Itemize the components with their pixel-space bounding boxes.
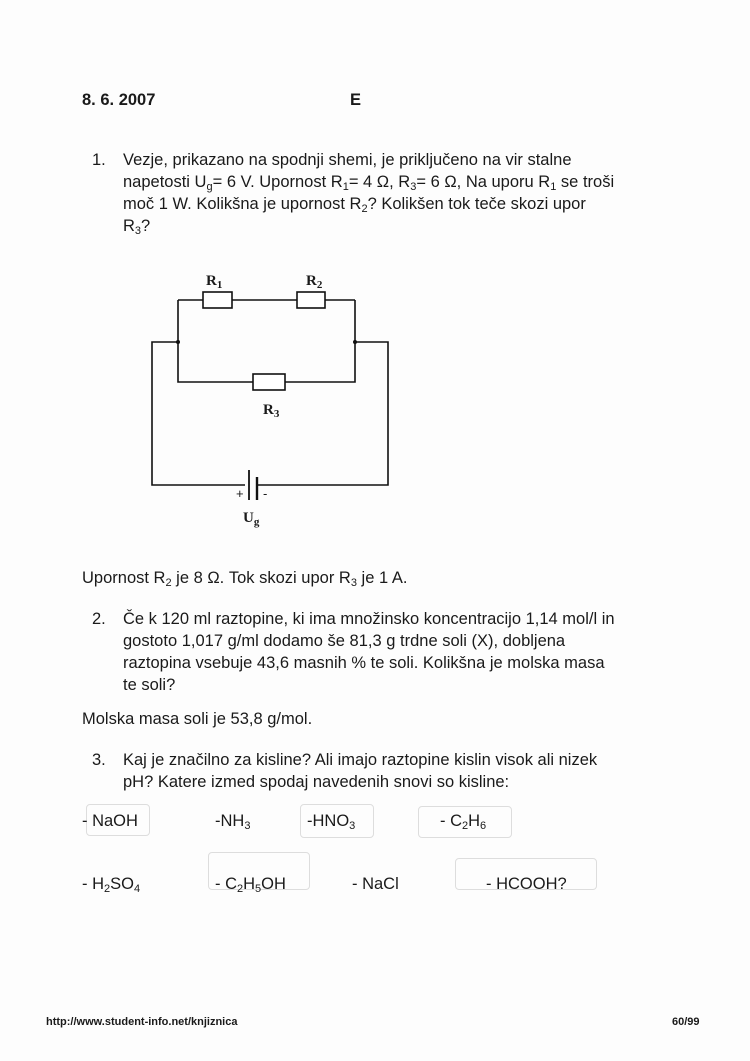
text-segment: pH? Katere izmed spodaj navedenih snovi so kisline: bbox=[123, 773, 510, 791]
subscript-text: 1 bbox=[550, 181, 557, 193]
question-1-answer bbox=[82, 569, 407, 588]
text-segment: te soli? bbox=[123, 676, 176, 694]
substance-hcooh bbox=[486, 875, 567, 894]
resistor-r1 bbox=[203, 292, 232, 308]
exam-date: 8. 6. 2007 bbox=[82, 91, 156, 109]
wire-inner-right bbox=[285, 300, 355, 382]
substance-c2h6 bbox=[440, 812, 486, 831]
text-segment: = 6 Ω, Na uporu R bbox=[416, 173, 551, 191]
text-segment: napetosti U bbox=[123, 173, 207, 191]
text-segment: Molska masa soli je 53,8 g/mol. bbox=[82, 710, 313, 728]
label-r1: $R_1$ bbox=[206, 273, 223, 291]
subscript-text: 2 bbox=[165, 577, 172, 589]
text-segment: SO bbox=[110, 875, 134, 893]
text-segment: moč 1 W. Kolikšna je upornost R bbox=[123, 195, 362, 213]
substance-c2h5oh bbox=[215, 875, 286, 894]
subscript-text: 1 bbox=[342, 181, 349, 193]
text-segment: gostoto 1,017 g/ml dodamo še 81,3 g trdne soli (X), dobljena bbox=[123, 632, 566, 650]
substance-naoh bbox=[82, 812, 138, 831]
text-segment: R bbox=[123, 217, 135, 235]
resistor-r3 bbox=[253, 374, 285, 390]
substance-nh3 bbox=[215, 812, 250, 831]
label-r2: $R_2$ bbox=[306, 273, 323, 291]
question-3-line bbox=[123, 751, 597, 770]
text-segment: OH bbox=[261, 875, 286, 893]
text-segment: = 6 V. Upornost R bbox=[212, 173, 343, 191]
page-number: 60/99 bbox=[672, 1016, 700, 1028]
text-segment: H bbox=[468, 812, 481, 830]
battery-minus: - bbox=[263, 486, 268, 501]
substance-hno3 bbox=[307, 812, 355, 831]
question-3-number: 3. bbox=[92, 751, 106, 769]
text-segment: ? bbox=[141, 217, 151, 235]
substance-nacl bbox=[352, 875, 399, 894]
text-segment: je 1 A. bbox=[356, 569, 408, 587]
text-segment: - NaCl bbox=[352, 875, 399, 893]
text-segment: raztopina vsebuje 43,6 masnih % te soli. Kolikšna je molska masa bbox=[123, 654, 605, 672]
substance-h2so4 bbox=[82, 875, 140, 894]
label-r3: $R_3$ bbox=[263, 402, 280, 420]
text-segment: Upornost R bbox=[82, 569, 166, 587]
subscript-text: 3 bbox=[349, 820, 356, 832]
subscript-text: 3 bbox=[410, 181, 417, 193]
text-segment: je 8 Ω. Tok skozi upor R bbox=[171, 569, 351, 587]
question-3-line bbox=[123, 773, 509, 792]
subscript-text: 2 bbox=[361, 203, 368, 215]
text-segment: - NaOH bbox=[82, 812, 138, 830]
subscript-text: 3 bbox=[134, 225, 142, 237]
text-segment: - H bbox=[82, 875, 104, 893]
subscript-text: 3 bbox=[244, 820, 251, 832]
text-segment: se troši bbox=[556, 173, 615, 191]
text-segment: Vezje, prikazano na spodnji shemi, je priključeno na vir stalne bbox=[123, 151, 572, 169]
subscript-text: g bbox=[206, 181, 213, 193]
subscript-text: 6 bbox=[480, 820, 487, 832]
question-2-line bbox=[123, 632, 565, 651]
text-segment: - C bbox=[440, 812, 462, 830]
text-segment: -NH bbox=[215, 812, 245, 830]
subscript-text: 5 bbox=[255, 883, 262, 895]
text-segment: Kaj je značilno za kisline? Ali imajo raztopine kislin visok ali nizek bbox=[123, 751, 598, 769]
subscript-text: 4 bbox=[133, 883, 141, 895]
text-segment: ? Kolikšen tok teče skozi upor bbox=[367, 195, 586, 213]
exam-variant: E bbox=[350, 91, 362, 109]
subscript-text: 3 bbox=[350, 577, 357, 589]
text-segment: = 4 Ω, R bbox=[348, 173, 411, 191]
resistor-r2 bbox=[297, 292, 325, 308]
question-1-number: 1. bbox=[92, 151, 106, 169]
text-segment: Če k 120 ml raztopine, ki ima množinsko koncentracijo 1,14 mol/l in bbox=[123, 610, 615, 628]
subscript-text: 2 bbox=[237, 883, 244, 895]
question-2-line bbox=[123, 676, 175, 695]
wire-inner-left bbox=[178, 300, 253, 382]
footer-url[interactable]: http://www.student-info.net/knjiznica bbox=[46, 1016, 238, 1028]
question-2-line bbox=[123, 610, 615, 629]
question-2-answer bbox=[82, 710, 312, 729]
text-segment: -HNO bbox=[307, 812, 350, 830]
battery-plus: + bbox=[236, 486, 244, 501]
question-2-number: 2. bbox=[92, 610, 106, 628]
subscript-text: 2 bbox=[462, 820, 469, 832]
question-2-line bbox=[123, 654, 605, 673]
label-ug: $U_g$ bbox=[243, 510, 260, 528]
text-segment: - C bbox=[215, 875, 237, 893]
subscript-text: 2 bbox=[104, 883, 111, 895]
wire-outer-left bbox=[152, 342, 245, 485]
text-segment: - HCOOH? bbox=[486, 875, 567, 893]
text-segment: H bbox=[243, 875, 256, 893]
